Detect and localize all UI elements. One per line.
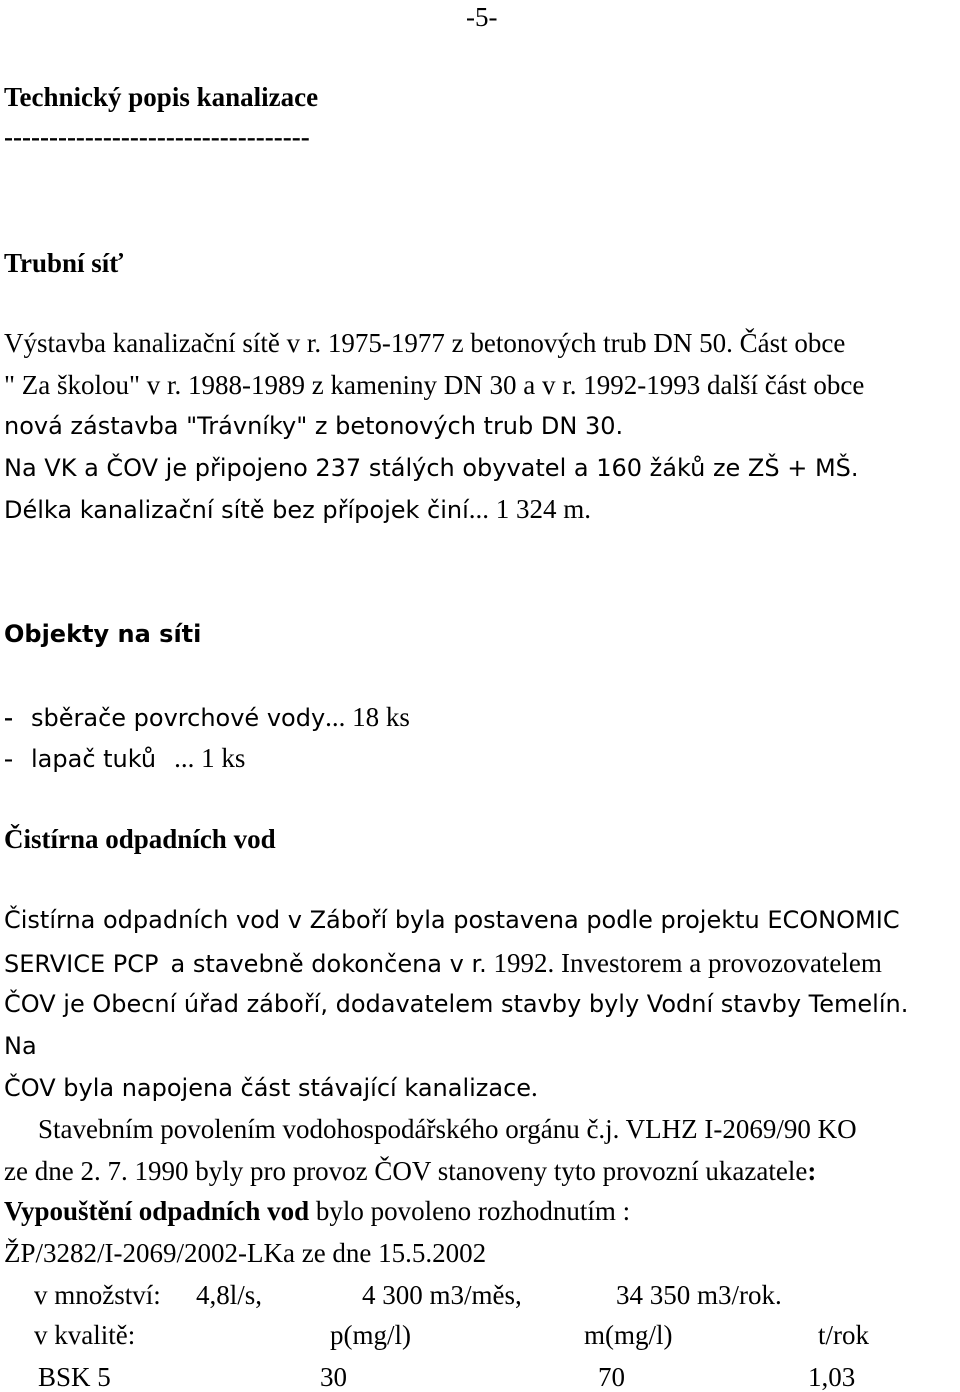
paragraph-line: Na xyxy=(4,1032,37,1060)
mnozstvi-value-a: 4,8l/s, xyxy=(196,1280,263,1310)
bsk-value-a: 30 xyxy=(320,1362,347,1392)
list-item xyxy=(4,704,410,731)
paragraph-line: Stavebním povolením vodohospodářského orgánu č.j. VLHZ I-2069/90 KO xyxy=(38,1114,857,1144)
paragraph-line xyxy=(4,1074,538,1101)
page-number: -5- xyxy=(466,2,498,32)
bsk-value-b: 70 xyxy=(598,1362,625,1392)
list-item-value: ... 1 ks xyxy=(174,743,246,773)
length-label: Délka kanalizační sítě bez přípojek činí xyxy=(4,496,469,524)
text-span: 1992. Investorem a provozovatelem xyxy=(493,948,882,978)
kvalita-header-b: m(mg/l) xyxy=(584,1320,673,1350)
text-span: a stavebně dokončena v r. xyxy=(170,950,487,978)
mnozstvi-label: v množství: xyxy=(34,1280,161,1310)
paragraph-line: Čistírna odpadních vod v Záboří byla postavena podle projektu ECONOMIC xyxy=(4,906,900,934)
paragraph-line: " Za školou" v r. 1988-1989 z kameniny DN 30 a v r. 1992-1993 další část obce xyxy=(4,370,865,400)
text-span-bold: Vypouštění odpadních vod xyxy=(4,1196,310,1226)
list-item-label: sběrače povrchové vody xyxy=(31,704,326,732)
paragraph-line: Výstavba kanalizační sítě v r. 1975-1977 z betonových trub DN 50. Část obce xyxy=(4,328,846,358)
paragraph-line: ČOV je Obecní úřad záboří, dodavatelem stavby byly Vodní stavby Temelín. xyxy=(4,990,909,1018)
paragraph-line: nová zástavba "Trávníky" z betonových trub DN 30. xyxy=(4,412,624,440)
page-heading: Technický popis kanalizace xyxy=(4,82,319,112)
paragraph-line: Na VK a ČOV je připojeno 237 stálých obyvatel a 160 žáků ze ZŠ + MŠ. xyxy=(4,454,859,482)
text-span: . xyxy=(531,1072,538,1102)
heading-underline: ---------------------------------- xyxy=(4,122,310,152)
mnozstvi-value-c: 34 350 m3/rok. xyxy=(616,1280,782,1310)
text-span: ze dne 2. 7. 1990 byly pro provoz ČOV stanoveny tyto provozní ukazatele xyxy=(4,1156,808,1186)
list-dash: - xyxy=(4,702,13,732)
section-title-objekty: Objekty na síti xyxy=(4,620,202,648)
paragraph-line xyxy=(4,1158,816,1185)
kvalita-label: v kvalitě: xyxy=(34,1320,136,1350)
length-value: ... 1 324 m. xyxy=(468,494,592,524)
paragraph-line: ŽP/3282/I-2069/2002-LKa ze dne 15.5.2002 xyxy=(4,1238,487,1268)
paragraph-line xyxy=(4,1198,630,1225)
list-item-value: ... 18 ks xyxy=(325,702,410,732)
text-span: ČOV byla napojena část stávající kanalizace xyxy=(4,1074,532,1102)
list-item xyxy=(4,745,245,772)
kvalita-header-c: t/rok xyxy=(818,1320,869,1350)
section-title-cistirna: Čistírna odpadních vod xyxy=(4,824,276,854)
bsk-label: BSK 5 xyxy=(38,1362,111,1392)
bsk-value-c: 1,03 xyxy=(808,1362,856,1392)
section-title-trubni-sit: Trubní síť xyxy=(4,248,124,278)
list-item-label: lapač tuků xyxy=(31,745,157,773)
text-span: bylo povoleno rozhodnutím : xyxy=(315,1196,631,1226)
text-span: : xyxy=(807,1156,817,1186)
text-span: SERVICE PCP xyxy=(4,950,159,978)
list-dash: - xyxy=(4,743,13,773)
kvalita-header-a: p(mg/l) xyxy=(330,1320,411,1350)
paragraph-line xyxy=(4,950,882,977)
mnozstvi-value-b: 4 300 m3/měs, xyxy=(362,1280,522,1310)
paragraph-line xyxy=(4,496,591,523)
